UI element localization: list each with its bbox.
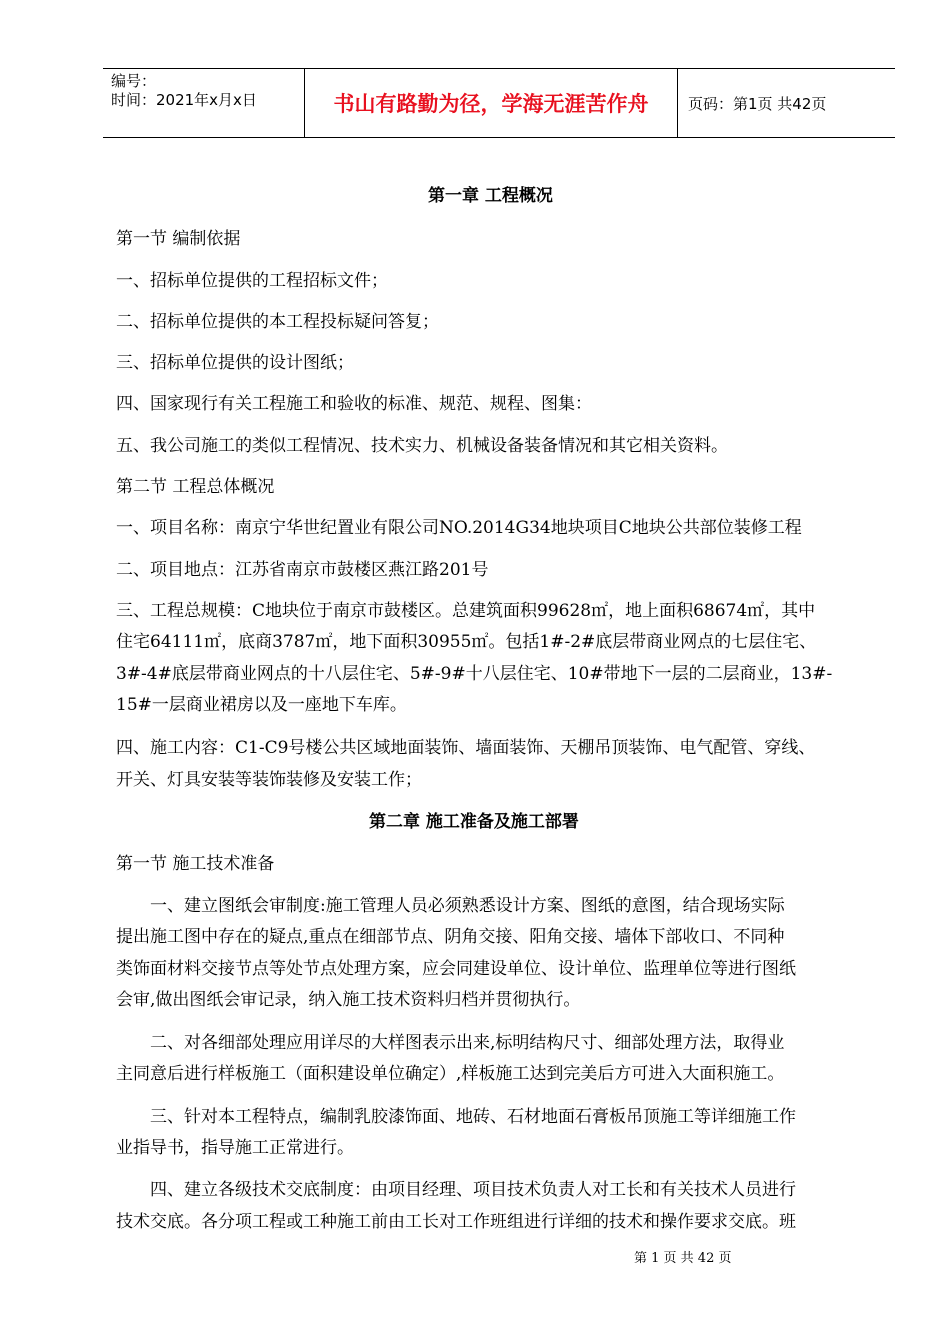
paragraph-line: 四、建立各级技术交底制度：由项目经理、项目技术负责人对工长和有关技术人员进行 — [150, 1180, 796, 1200]
page-footer: 第 1 页 共 42 页 — [634, 1251, 732, 1266]
paragraph-line: 四、施工内容：C1-C9号楼公共区域地面装饰、墙面装饰、天棚吊顶装饰、电气配管、穿线、 — [116, 738, 816, 758]
paragraph-line: 开关、灯具安装等装饰装修及安装工作； — [116, 770, 422, 790]
header-slogan: 书山有路勤为径，学海无涯苦作舟 — [305, 69, 678, 137]
paragraph-line: 二、招标单位提供的本工程投标疑问答复； — [116, 312, 439, 332]
header-page-info: 页码：第1页 共42页 — [688, 94, 827, 113]
chapter-2-title: 第二章 施工准备及施工部署 — [369, 812, 579, 832]
paragraph-line: 类饰面材料交接节点等处节点处理方案，应会同建设单位、设计单位、监理单位等进行图纸 — [116, 959, 796, 979]
paragraph-line: 一、招标单位提供的工程招标文件； — [116, 271, 388, 291]
paragraph-line: 三、招标单位提供的设计图纸； — [116, 353, 354, 373]
paragraph-line: 提出施工图中存在的疑点,重点在细部节点、阴角交接、阳角交接、墙体下部收口、不同种 — [116, 927, 785, 947]
header-meta — [103, 69, 305, 137]
paragraph-line: 住宅64111㎡，底商3787㎡，地下面积30955㎡。包括1#-2#底层带商业网点的七层住宅、 — [116, 632, 817, 652]
paragraph-line: 业指导书，指导施工正常进行。 — [116, 1138, 354, 1158]
paragraph-line: 主同意后进行样板施工（面积建设单位确定）,样板施工达到完美后方可进入大面积施工。 — [116, 1064, 785, 1084]
paragraph-line: 一、项目名称：南京宁华世纪置业有限公司NO.2014G34地块项目C地块公共部位装修工程 — [116, 518, 802, 538]
paragraph-line: 15#一层商业裙房以及一座地下车库。 — [116, 695, 407, 715]
paragraph-line: 三、工程总规模：C地块位于南京市鼓楼区。总建筑面积99628㎡，地上面积68674㎡，其中 — [116, 601, 816, 621]
paragraph-line: 三、针对本工程特点，编制乳胶漆饰面、地砖、石材地面石膏板吊顶施工等详细施工作 — [150, 1107, 796, 1127]
document-time-label: 时间：2021年x月x日 — [111, 91, 257, 109]
paragraph-line: 五、我公司施工的类似工程情况、技术实力、机械设备装备情况和其它相关资料。 — [116, 436, 728, 456]
paragraph-line: 一、建立图纸会审制度:施工管理人员必须熟悉设计方案、图纸的意图，结合现场实际 — [150, 896, 785, 916]
chapter-1-title: 第一章 工程概况 — [428, 186, 553, 206]
paragraph-line: 二、对各细部处理应用详尽的大样图表示出来,标明结构尺寸、细部处理方法，取得业 — [150, 1033, 785, 1053]
paragraph-line: 3#-4#底层带商业网点的十八层住宅、5#-9#十八层住宅、10#带地下一层的二层商业，13#- — [116, 664, 833, 684]
paragraph-line: 四、国家现行有关工程施工和验收的标准、规范、规程、图集： — [116, 394, 592, 414]
section-heading: 第二节 工程总体概况 — [116, 477, 275, 497]
section-heading: 第一节 编制依据 — [116, 229, 241, 249]
paragraph-line: 二、项目地点：江苏省南京市鼓楼区燕江路201号 — [116, 560, 489, 580]
section-heading: 第一节 施工技术准备 — [116, 854, 275, 874]
paragraph-line: 会审,做出图纸会审记录，纳入施工技术资料归档并贯彻执行。 — [116, 990, 581, 1010]
document-number-label: 编号： — [111, 72, 157, 90]
page-header — [103, 68, 895, 138]
paragraph-line: 技术交底。各分项工程或工种施工前由工长对工作班组进行详细的技术和操作要求交底。班 — [116, 1212, 796, 1232]
